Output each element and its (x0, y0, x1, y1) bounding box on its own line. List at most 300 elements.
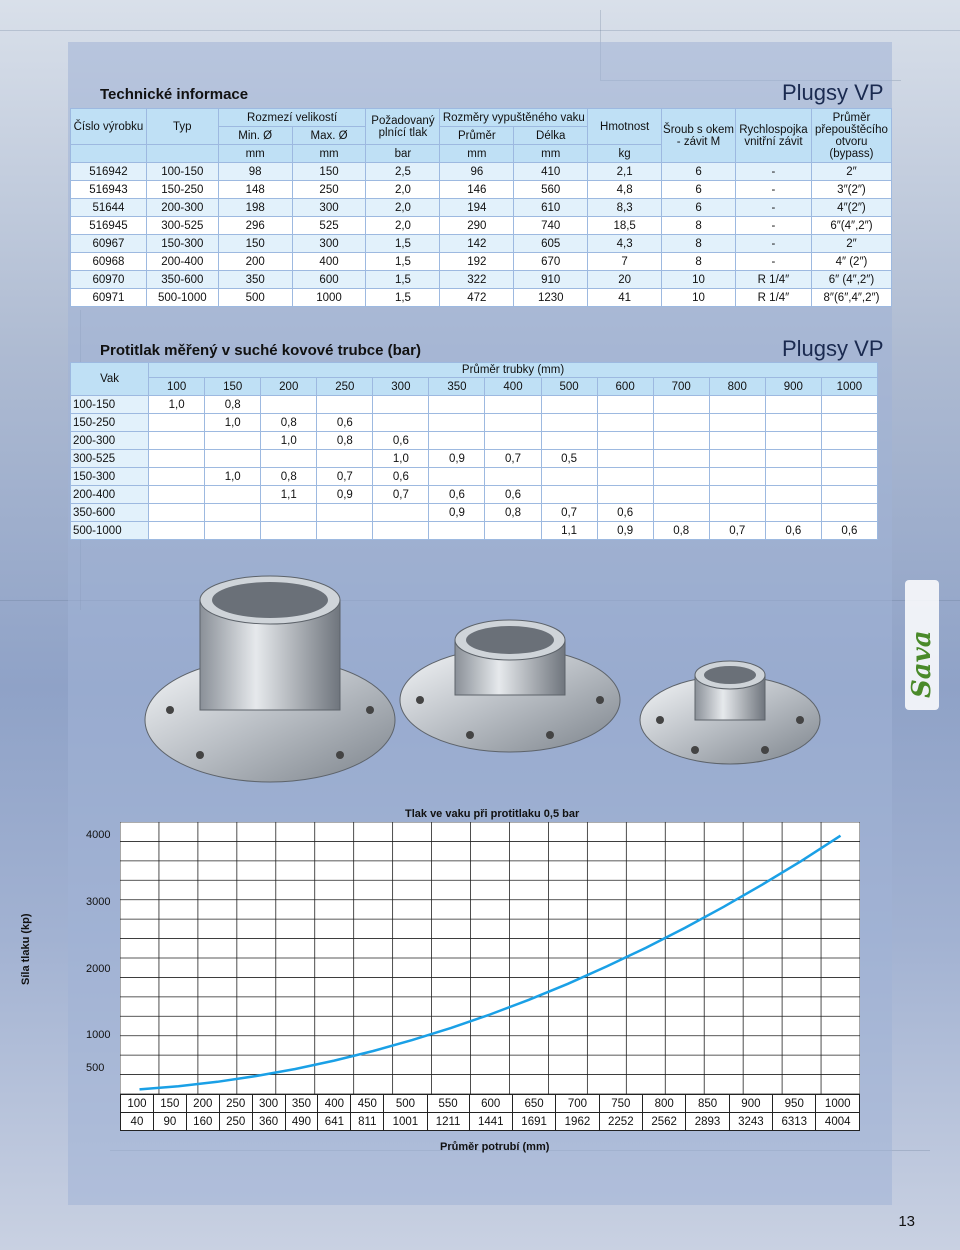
row-label: 150-250 (71, 414, 149, 432)
table-row (71, 271, 892, 289)
x-tick-label: 200 (186, 1095, 219, 1113)
brand-title-2: Plugsy VP (782, 336, 884, 361)
table-cell: 0,7 (317, 468, 373, 486)
table-cell: 1,0 (261, 432, 317, 450)
pipe-diameter-header: 250 (317, 378, 373, 396)
table-cell: 472 (440, 289, 514, 307)
table-cell (373, 414, 429, 432)
table-cell: 0,8 (261, 468, 317, 486)
table-cell: 300-525 (146, 217, 218, 235)
table-cell (821, 414, 877, 432)
header-cislo: Číslo výrobku (71, 109, 147, 145)
y-value-label: 2252 (599, 1113, 642, 1131)
table-cell (709, 396, 765, 414)
table-cell: 322 (440, 271, 514, 289)
header-delka: Délka (514, 127, 588, 145)
x-tick-label: 450 (351, 1095, 384, 1113)
table-cell: 610 (514, 199, 588, 217)
table-cell (373, 504, 429, 522)
pipe-diameter-header: 350 (429, 378, 485, 396)
table-cell: 8 (662, 235, 736, 253)
table-cell: 1,1 (541, 522, 597, 540)
table-cell: 1230 (514, 289, 588, 307)
table-cell (709, 504, 765, 522)
table-cell: 500 (218, 289, 292, 307)
x-tick-label: 350 (285, 1095, 318, 1113)
table-row (71, 235, 892, 253)
table-cell (821, 486, 877, 504)
table-cell: 4,8 (588, 181, 662, 199)
table-cell (765, 414, 821, 432)
header-max: Max. Ø (292, 127, 366, 145)
y-tick-label: 3000 (86, 896, 111, 908)
table-cell (541, 486, 597, 504)
x-tick-label: 300 (252, 1095, 285, 1113)
table-cell: 98 (218, 163, 292, 181)
table-cell (653, 432, 709, 450)
table-cell: 300 (292, 199, 366, 217)
table-cell (373, 396, 429, 414)
table-cell: 100-150 (146, 163, 218, 181)
y-value-label: 1211 (427, 1113, 469, 1131)
table-cell: - (735, 217, 811, 235)
table-cell: 8″(6″,4″,2″) (811, 289, 891, 307)
pipe-diameter-header: 600 (597, 378, 653, 396)
table-cell (205, 450, 261, 468)
technical-table (70, 108, 892, 307)
table-cell: 146 (440, 181, 514, 199)
pressure-graph (120, 822, 860, 1094)
y-value-label: 250 (219, 1113, 252, 1131)
y-value-label: 1441 (469, 1113, 512, 1131)
table-cell (205, 432, 261, 450)
y-value-label: 3243 (729, 1113, 772, 1131)
table-cell: 60971 (71, 289, 147, 307)
table-cell (261, 504, 317, 522)
table-cell (709, 486, 765, 504)
table-cell (149, 504, 205, 522)
x-tick-label: 150 (153, 1095, 186, 1113)
y-value-label: 1001 (384, 1113, 427, 1131)
pipe-diameter-header: 200 (261, 378, 317, 396)
table-cell (597, 414, 653, 432)
table-cell (541, 468, 597, 486)
table-cell: 1000 (292, 289, 366, 307)
table-cell: 3″(2″) (811, 181, 891, 199)
table-cell: 60970 (71, 271, 147, 289)
table-cell: 2,5 (366, 163, 440, 181)
table-cell: 148 (218, 181, 292, 199)
table-cell (429, 468, 485, 486)
pipe-diameter-header: 150 (205, 378, 261, 396)
header-sroub: Šroub s okem - závit M (662, 109, 736, 163)
table-cell: 0,8 (485, 504, 541, 522)
table-cell: 1,5 (366, 271, 440, 289)
product-photo (140, 560, 830, 800)
x-tick-label: 950 (773, 1095, 816, 1113)
table-cell (149, 414, 205, 432)
pipe-diameter-header: 900 (765, 378, 821, 396)
header-rychlospojka: Rychlospojka vnitřní závit (735, 109, 811, 163)
table-row (71, 253, 892, 271)
table-cell: 300 (292, 235, 366, 253)
table-cell: 2″ (811, 235, 891, 253)
table-cell (653, 504, 709, 522)
table-cell: 6″(4″,2″) (811, 217, 891, 235)
table-cell: 2,1 (588, 163, 662, 181)
table-cell: 400 (292, 253, 366, 271)
table-cell: 41 (588, 289, 662, 307)
table-cell: 0,6 (373, 432, 429, 450)
table-cell: 0,8 (317, 432, 373, 450)
row-label: 300-525 (71, 450, 149, 468)
y-value-label: 641 (318, 1113, 351, 1131)
pipe-diameter-header: 800 (709, 378, 765, 396)
table-cell: 525 (292, 217, 366, 235)
table-cell: 8,3 (588, 199, 662, 217)
table-cell: 670 (514, 253, 588, 271)
table-cell (429, 396, 485, 414)
x-tick-label: 750 (599, 1095, 642, 1113)
table-cell (317, 522, 373, 540)
unit-diameter: mm (440, 145, 514, 163)
table-cell: 6 (662, 181, 736, 199)
unit-weight: kg (588, 145, 662, 163)
table-cell (261, 396, 317, 414)
y-value-label: 2562 (643, 1113, 686, 1131)
table-cell: 605 (514, 235, 588, 253)
header-vak: Vak (71, 363, 149, 396)
y-value-label: 2893 (686, 1113, 729, 1131)
page-number: 13 (898, 1213, 915, 1230)
table-row (71, 217, 892, 235)
table-cell: 0,6 (485, 486, 541, 504)
table-cell (653, 450, 709, 468)
table-cell: 2,0 (366, 181, 440, 199)
table-cell (597, 486, 653, 504)
table-cell: 18,5 (588, 217, 662, 235)
table-cell: 0,6 (317, 414, 373, 432)
table-cell: 6″ (4″,2″) (811, 271, 891, 289)
table-cell (317, 396, 373, 414)
table-cell: 51644 (71, 199, 147, 217)
table-cell: 200-300 (146, 199, 218, 217)
table-row (71, 199, 892, 217)
table-row (71, 163, 892, 181)
y-axis-label: Síla tlaku (kp) (20, 913, 32, 985)
table-cell (429, 432, 485, 450)
y-tick-label: 4000 (86, 829, 111, 841)
table-cell: 150-300 (146, 235, 218, 253)
table-cell: 0,9 (429, 450, 485, 468)
table-cell: 1,0 (373, 450, 429, 468)
table-cell (485, 414, 541, 432)
table-cell: 2,0 (366, 217, 440, 235)
table-cell: 1,5 (366, 235, 440, 253)
x-tick-label: 700 (556, 1095, 599, 1113)
table-cell (709, 450, 765, 468)
table-cell: - (735, 235, 811, 253)
table-cell: 0,7 (709, 522, 765, 540)
table-cell: 0,6 (429, 486, 485, 504)
table-cell (597, 468, 653, 486)
table-cell: 96 (440, 163, 514, 181)
table-cell: 0,8 (205, 396, 261, 414)
x-tick-label: 400 (318, 1095, 351, 1113)
table-cell: 1,0 (205, 414, 261, 432)
y-tick-label: 2000 (86, 963, 111, 975)
table-cell: 1,0 (149, 396, 205, 414)
table-row (71, 181, 892, 199)
y-value-label: 360 (252, 1113, 285, 1131)
table-cell (149, 432, 205, 450)
table-cell (765, 432, 821, 450)
table-cell (765, 504, 821, 522)
x-tick-label: 650 (512, 1095, 555, 1113)
table-cell: 350-600 (146, 271, 218, 289)
y-value-label: 1962 (556, 1113, 599, 1131)
y-value-label: 40 (121, 1113, 154, 1131)
y-value-label: 90 (153, 1113, 186, 1131)
pipe-diameter-header: 400 (485, 378, 541, 396)
table-cell: 600 (292, 271, 366, 289)
backpressure-table (70, 362, 878, 540)
table-cell: 200 (218, 253, 292, 271)
table-row (71, 289, 892, 307)
x-tick-label: 800 (643, 1095, 686, 1113)
svg-text:Sava: Sava (907, 630, 937, 698)
section-title-technical: Technické informace (100, 86, 249, 103)
table-cell: 410 (514, 163, 588, 181)
row-label: 200-300 (71, 432, 149, 450)
table-cell: 8 (662, 253, 736, 271)
table-cell: R 1/4″ (735, 271, 811, 289)
table-cell: 4″(2″) (811, 199, 891, 217)
x-tick-label: 500 (384, 1095, 427, 1113)
pipe-diameter-header: 300 (373, 378, 429, 396)
table-cell (205, 522, 261, 540)
unit-max: mm (292, 145, 366, 163)
x-axis-label: Průměr potrubí (mm) (440, 1141, 550, 1153)
x-tick-label: 100 (121, 1095, 154, 1113)
table-cell (765, 396, 821, 414)
table-cell: 2″ (811, 163, 891, 181)
table-cell: 198 (218, 199, 292, 217)
table-cell: - (735, 163, 811, 181)
header-prumer-trubky: Průměr trubky (mm) (149, 363, 878, 378)
table-cell (317, 504, 373, 522)
sava-logo (905, 580, 939, 710)
table-cell: 200-400 (146, 253, 218, 271)
table-cell (821, 450, 877, 468)
table-cell: 4,3 (588, 235, 662, 253)
table-cell (149, 450, 205, 468)
table-cell: 60967 (71, 235, 147, 253)
x-tick-label: 850 (686, 1095, 729, 1113)
table-cell (653, 486, 709, 504)
table-cell: 1,1 (261, 486, 317, 504)
table-cell (709, 432, 765, 450)
table-cell: 6 (662, 199, 736, 217)
x-tick-label: 600 (469, 1095, 512, 1113)
table-cell: 516942 (71, 163, 147, 181)
table-row (71, 486, 878, 504)
table-cell: 10 (662, 271, 736, 289)
table-cell (485, 396, 541, 414)
table-cell: 0,8 (261, 414, 317, 432)
table-cell (429, 414, 485, 432)
table-row (71, 396, 878, 414)
table-cell (821, 504, 877, 522)
table-cell (149, 486, 205, 504)
table-cell (541, 432, 597, 450)
table-cell (653, 396, 709, 414)
y-value-label: 6313 (773, 1113, 816, 1131)
x-tick-label: 1000 (816, 1095, 860, 1113)
table-row (71, 450, 878, 468)
pipe-diameter-header: 700 (653, 378, 709, 396)
table-cell: 150 (292, 163, 366, 181)
header-prumer: Průměr (440, 127, 514, 145)
table-cell: 560 (514, 181, 588, 199)
table-cell (149, 468, 205, 486)
table-cell: 290 (440, 217, 514, 235)
table-row (71, 432, 878, 450)
table-cell (653, 468, 709, 486)
table-cell: 350 (218, 271, 292, 289)
table-cell: 0,6 (821, 522, 877, 540)
table-cell (429, 522, 485, 540)
table-cell (373, 522, 429, 540)
header-hmotnost: Hmotnost (588, 109, 662, 145)
table-cell: 516945 (71, 217, 147, 235)
unit-pressure: bar (366, 145, 440, 163)
table-cell: 150-250 (146, 181, 218, 199)
table-cell: 740 (514, 217, 588, 235)
header-pozadovany: Požadovaný plnící tlak (366, 109, 440, 145)
x-tick-label: 550 (427, 1095, 469, 1113)
table-cell: 516943 (71, 181, 147, 199)
table-row (71, 468, 878, 486)
table-cell: 150 (218, 235, 292, 253)
header-prumer-bypass: Průměr přepouštěcího otvoru (bypass) (811, 109, 891, 163)
y-value-label: 160 (186, 1113, 219, 1131)
table-row (71, 414, 878, 432)
table-cell: 0,7 (541, 504, 597, 522)
table-cell: - (735, 199, 811, 217)
table-cell (541, 414, 597, 432)
table-cell (709, 414, 765, 432)
table-cell (261, 450, 317, 468)
table-cell: 2,0 (366, 199, 440, 217)
table-cell: 0,7 (485, 450, 541, 468)
table-cell: 500-1000 (146, 289, 218, 307)
table-cell: 8 (662, 217, 736, 235)
y-value-label: 1691 (512, 1113, 555, 1131)
table-row (71, 504, 878, 522)
y-tick-label: 500 (86, 1062, 105, 1074)
unit-min: mm (218, 145, 292, 163)
pipe-diameter-header: 1000 (821, 378, 877, 396)
row-label: 500-1000 (71, 522, 149, 540)
table-cell (821, 468, 877, 486)
row-label: 350-600 (71, 504, 149, 522)
table-cell: 0,9 (317, 486, 373, 504)
table-cell: 7 (588, 253, 662, 271)
table-cell (765, 468, 821, 486)
unit-length: mm (514, 145, 588, 163)
x-tick-label: 250 (219, 1095, 252, 1113)
table-cell: 0,6 (597, 504, 653, 522)
table-cell (821, 396, 877, 414)
table-cell: 192 (440, 253, 514, 271)
table-cell (485, 432, 541, 450)
table-cell: 296 (218, 217, 292, 235)
table-row (71, 522, 878, 540)
table-cell: 1,5 (366, 289, 440, 307)
table-cell: 250 (292, 181, 366, 199)
table-cell: 910 (514, 271, 588, 289)
y-tick-label: 1000 (86, 1029, 111, 1041)
table-cell (597, 432, 653, 450)
table-cell: 20 (588, 271, 662, 289)
table-cell: 6 (662, 163, 736, 181)
table-cell: 0,8 (653, 522, 709, 540)
brand-title: Plugsy VP (782, 80, 884, 105)
table-cell (261, 522, 317, 540)
table-cell: 0,6 (765, 522, 821, 540)
header-min: Min. Ø (218, 127, 292, 145)
y-value-label: 4004 (816, 1113, 860, 1131)
table-cell (709, 468, 765, 486)
table-cell: R 1/4″ (735, 289, 811, 307)
table-cell: 1,0 (205, 468, 261, 486)
table-cell (149, 522, 205, 540)
row-label: 100-150 (71, 396, 149, 414)
table-cell (205, 504, 261, 522)
table-cell: 4″ (2″) (811, 253, 891, 271)
table-cell: 142 (440, 235, 514, 253)
header-typ: Typ (146, 109, 218, 145)
table-cell: 194 (440, 199, 514, 217)
table-cell: 0,9 (597, 522, 653, 540)
graph-title: Tlak ve vaku při protitlaku 0,5 bar (405, 808, 580, 820)
table-cell (485, 468, 541, 486)
table-cell (597, 396, 653, 414)
table-cell (821, 432, 877, 450)
graph-axis-table (120, 1094, 860, 1131)
section-title-backpressure: Protitlak měřený v suché kovové trubce (bar) (100, 342, 421, 359)
table-cell (317, 450, 373, 468)
y-value-label: 811 (351, 1113, 384, 1131)
table-cell: 10 (662, 289, 736, 307)
table-cell (597, 450, 653, 468)
table-cell (205, 486, 261, 504)
table-cell: 0,9 (429, 504, 485, 522)
header-rozmezi: Rozmezí velikostí (218, 109, 366, 127)
table-cell: 0,6 (373, 468, 429, 486)
pipe-diameter-header: 500 (541, 378, 597, 396)
table-cell (765, 486, 821, 504)
header-rozmery: Rozměry vypuštěného vaku (440, 109, 588, 127)
table-cell: 1,5 (366, 253, 440, 271)
y-value-label: 490 (285, 1113, 318, 1131)
table-cell: 0,7 (373, 486, 429, 504)
table-cell (653, 414, 709, 432)
pipe-diameter-header: 100 (149, 378, 205, 396)
table-cell: 0,5 (541, 450, 597, 468)
row-label: 200-400 (71, 486, 149, 504)
